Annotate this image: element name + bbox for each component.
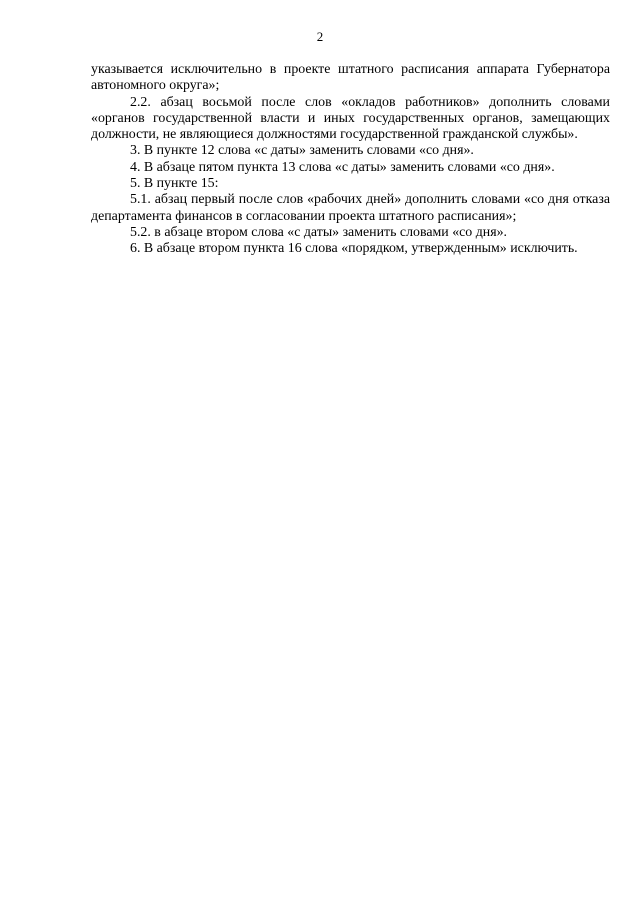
- page-number: 2: [316, 29, 324, 44]
- paragraph-5-1: 5.1. абзац первый после слов «рабочих дней» дополнить словами «со дня отказа департамента финансов в согласовании проекта штатного расписания»;: [91, 192, 610, 224]
- paragraph-4: 4. В абзаце пятом пункта 13 слова «с даты» заменить словами «со дня».: [130, 159, 555, 175]
- paragraph-6: 6. В абзаце втором пункта 16 слова «порядком, утвержденным» исключить.: [130, 241, 578, 257]
- paragraph-2-2: 2.2. абзац восьмой после слов «окладов работников» дополнить словами «органов государственной власти и иных государственных органов, замещающих должности, не являющиеся должностями государственной гражданской службы».: [91, 94, 610, 143]
- paragraph-5-2: 5.2. в абзаце втором слова «с даты» заменить словами «со дня».: [130, 224, 508, 240]
- paragraph-3: 3. В пункте 12 слова «с даты» заменить словами «со дня».: [130, 143, 474, 159]
- paragraph-5: 5. В пункте 15:: [130, 176, 219, 192]
- paragraph-continuation: указывается исключительно в проекте штатного расписания аппарата Губернатора автономного округа»;: [91, 62, 610, 94]
- document-body: [91, 62, 610, 258]
